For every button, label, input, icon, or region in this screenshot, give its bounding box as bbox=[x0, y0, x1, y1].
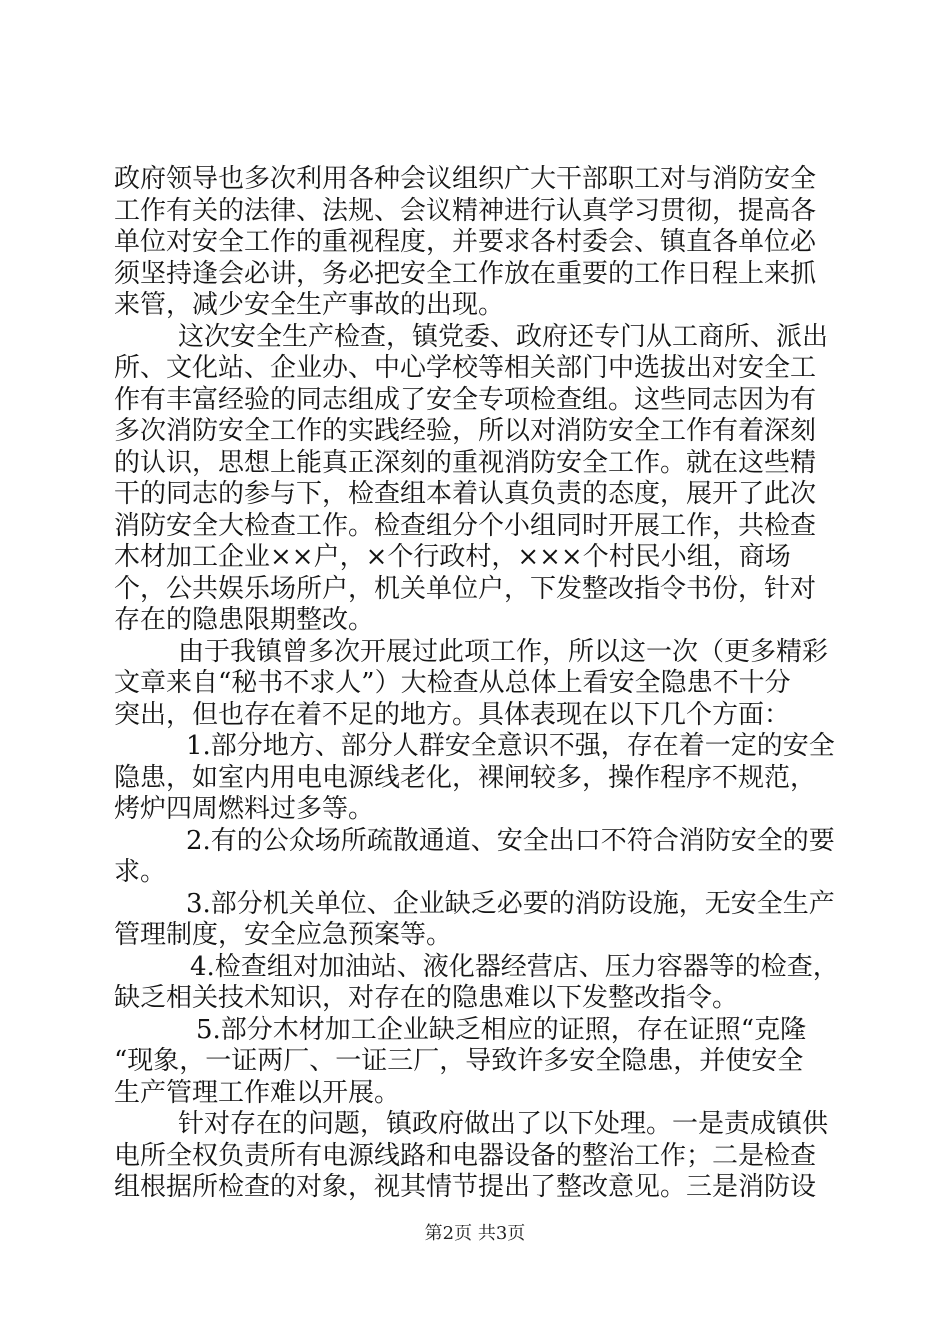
text-line: “现象，一证两厂、一证三厂，导致许多安全隐患，并使安全 bbox=[114, 1046, 804, 1076]
text-line: 管理制度，安全应急预案等。 bbox=[114, 920, 453, 950]
text-line: 5.部分木材加工企业缺乏相应的证照，存在证照“克隆 bbox=[196, 1015, 807, 1045]
text-line: 缺乏相关技术知识，对存在的隐患难以下发整改指令。 bbox=[114, 983, 739, 1013]
text-line: 组根据所检查的对象，视其情节提出了整改意见。三是消防设 bbox=[114, 1172, 817, 1202]
text-line: 干的同志的参与下，检查组本着认真负责的态度，展开了此次 bbox=[114, 479, 817, 509]
text-line: 隐患，如室内用电电源线老化，裸闸较多，操作程序不规范， bbox=[114, 763, 817, 793]
text-line: 1.部分地方、部分人群安全意识不强，存在着一定的安全 bbox=[186, 731, 835, 761]
text-line: 烤炉四周燃料过多等。 bbox=[114, 794, 375, 824]
text-line: 所、文化站、企业办、中心学校等相关部门中选拔出对安全工 bbox=[114, 353, 817, 383]
text-line: 来管，减少安全生产事故的出现。 bbox=[114, 290, 505, 320]
text-line: 存在的隐患限期整改。 bbox=[114, 605, 375, 635]
page-footer: 第2页 共3页 bbox=[424, 1223, 526, 1244]
text-line: 消防安全大检查工作。检查组分个小组同时开展工作，共检查 bbox=[114, 511, 817, 541]
text-line: 工作有关的法律、法规、会议精神进行认真学习贯彻，提高各 bbox=[114, 196, 817, 226]
text-line: 须坚持逢会必讲，务必把安全工作放在重要的工作日程上来抓 bbox=[114, 259, 817, 289]
text-line: 由于我镇曾多次开展过此项工作，所以这一次（更多精彩 bbox=[178, 637, 829, 667]
text-line: 电所全权负责所有电源线路和电器设备的整治工作；二是检查 bbox=[114, 1141, 817, 1171]
text-line: 木材加工企业××户，×个行政村，×××个村民小组，商场 bbox=[114, 542, 791, 572]
text-line: 政府领导也多次利用各种会议组织广大干部职工对与消防安全 bbox=[114, 164, 817, 194]
text-line: 生产管理工作难以开展。 bbox=[114, 1078, 401, 1108]
text-line: 这次安全生产检查，镇党委、政府还专门从工商所、派出 bbox=[178, 322, 829, 352]
text-line: 4.检查组对加油站、液化器经营店、压力容器等的检查， bbox=[190, 952, 839, 982]
text-line: 2.有的公众场所疏散通道、安全出口不符合消防安全的要 bbox=[186, 826, 835, 856]
text-line: 的认识，思想上能真正深刻的重视消防安全工作。就在这些精 bbox=[114, 448, 817, 478]
text-line: 突出，但也存在着不足的地方。具体表现在以下几个方面： bbox=[114, 700, 791, 730]
text-line: 求。 bbox=[114, 857, 167, 887]
text-line: 3.部分机关单位、企业缺乏必要的消防设施，无安全生产 bbox=[186, 889, 835, 919]
text-line: 文章来自“秘书不求人”）大检查从总体上看安全隐患不十分 bbox=[114, 668, 791, 698]
text-line: 个，公共娱乐场所户，机关单位户，下发整改指令书份，针对 bbox=[114, 574, 817, 604]
text-line: 针对存在的问题，镇政府做出了以下处理。一是责成镇供 bbox=[178, 1109, 829, 1139]
text-line: 作有丰富经验的同志组成了安全专项检查组。这些同志因为有 bbox=[114, 385, 817, 415]
text-line: 单位对安全工作的重视程度，并要求各村委会、镇直各单位必 bbox=[114, 227, 817, 257]
text-line: 多次消防安全工作的实践经验，所以对消防安全工作有着深刻 bbox=[114, 416, 817, 446]
